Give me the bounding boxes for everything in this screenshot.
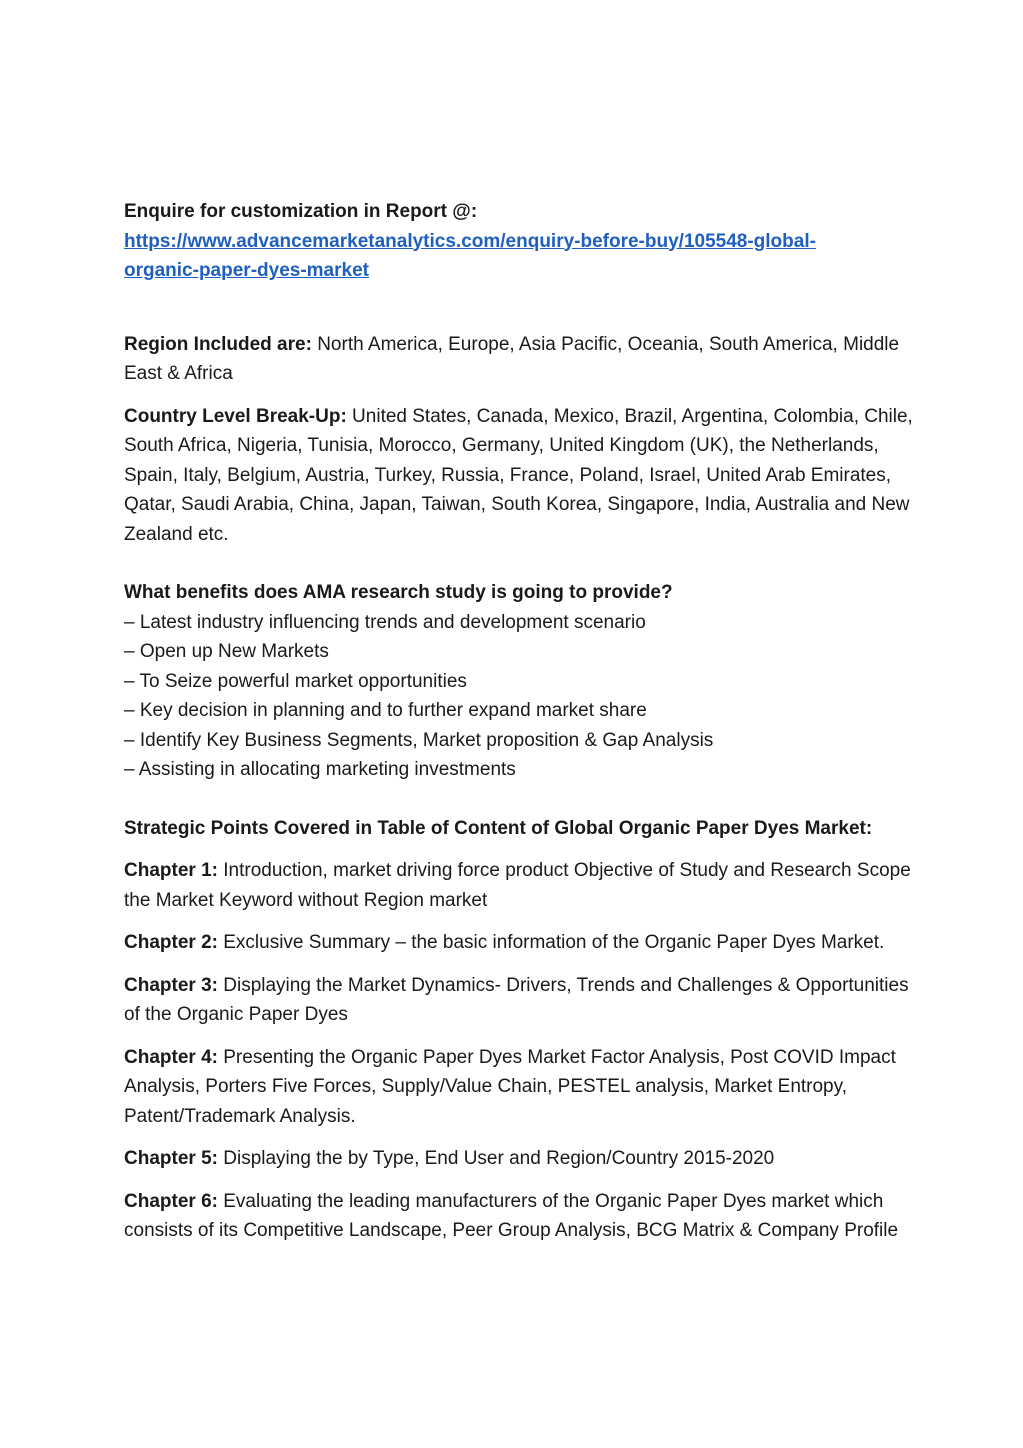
chapter-1 xyxy=(124,856,914,915)
chapter-text: Presenting the Organic Paper Dyes Market Factor Analysis, Post COVID Impact Analysis, Porters Five Forces, Supply/Value Chain, PESTEL analysis, Market Entropy, Patent/Trademark Analysis. xyxy=(124,1046,896,1127)
region-label: Region Included are: xyxy=(124,333,312,355)
benefits-heading: What benefits does AMA research study is going to provide? xyxy=(124,582,673,603)
chapter-2 xyxy=(124,928,914,958)
enquiry-link-line1: https://www.advancemarketanalytics.com/enquiry-before-buy/105548-global- xyxy=(124,230,816,252)
country-text: United States, Canada, Mexico, Brazil, Argentina, Colombia, Chile, South Africa, Nigeria, Tunisia, Morocco, Germany, United Kingdom (UK), the Netherlands, Spain, Italy, Belgium, Austria, Turkey, Russia, France, Poland, Israel, United Arab Emirates, Qatar, Saudi Arabia, China, Japan, Taiwan, South Korea, Singapore, India, Australia and New Zealand etc. xyxy=(124,405,913,545)
enquiry-link-line2: organic-paper-dyes-market xyxy=(124,260,369,281)
enquiry-link[interactable] xyxy=(124,231,816,282)
chapter-text: Exclusive Summary – the basic information of the Organic Paper Dyes Market. xyxy=(217,932,885,953)
chapter-label: Chapter 2: xyxy=(124,932,218,953)
chapter-label: Chapter 5: xyxy=(124,1148,218,1169)
chapter-text: Introduction, market driving force product Objective of Study and Research Scope the Market Keyword without Region market xyxy=(124,860,911,911)
chapter-text: Displaying the by Type, End User and Region/Country 2015-2020 xyxy=(217,1148,775,1169)
chapter-text: Evaluating the leading manufacturers of the Organic Paper Dyes market which consists of its Competitive Landscape, Peer Group Analysis, BCG Matrix & Company Profile xyxy=(124,1190,899,1241)
region-text: North America, Europe, Asia Pacific, Oceania, South America, Middle East & Africa xyxy=(124,333,900,384)
chapter-label: Chapter 1: xyxy=(124,860,218,881)
enquire-heading: Enquire for customization in Report @: xyxy=(124,201,478,222)
chapter-text: Displaying the Market Dynamics- Drivers, Trends and Challenges & Opportunities of the Organic Paper Dyes xyxy=(124,974,909,1025)
chapter-label: Chapter 3: xyxy=(124,974,218,996)
country-paragraph xyxy=(124,402,914,550)
benefits-list xyxy=(124,608,914,785)
region-paragraph xyxy=(124,330,914,389)
chapter-3 xyxy=(124,971,914,1030)
chapter-6 xyxy=(124,1187,914,1246)
list-item: – Identify Key Business Segments, Market proposition & Gap Analysis xyxy=(124,729,714,751)
list-item: – Key decision in planning and to further expand market share xyxy=(124,700,647,721)
chapter-label: Chapter 6: xyxy=(124,1190,218,1212)
chapter-5 xyxy=(124,1144,914,1174)
document-page xyxy=(124,197,914,1246)
chapter-label: Chapter 4: xyxy=(124,1046,218,1068)
list-item: – To Seize powerful market opportunities xyxy=(124,670,467,692)
list-item: – Open up New Markets xyxy=(124,641,329,662)
country-label: Country Level Break-Up: xyxy=(124,405,347,427)
enquire-link-block xyxy=(124,227,914,286)
list-item: – Assisting in allocating marketing investments xyxy=(124,759,516,780)
chapter-4 xyxy=(124,1043,914,1132)
toc-heading: Strategic Points Covered in Table of Content of Global Organic Paper Dyes Market: xyxy=(124,817,873,839)
list-item: – Latest industry influencing trends and development scenario xyxy=(124,611,646,633)
